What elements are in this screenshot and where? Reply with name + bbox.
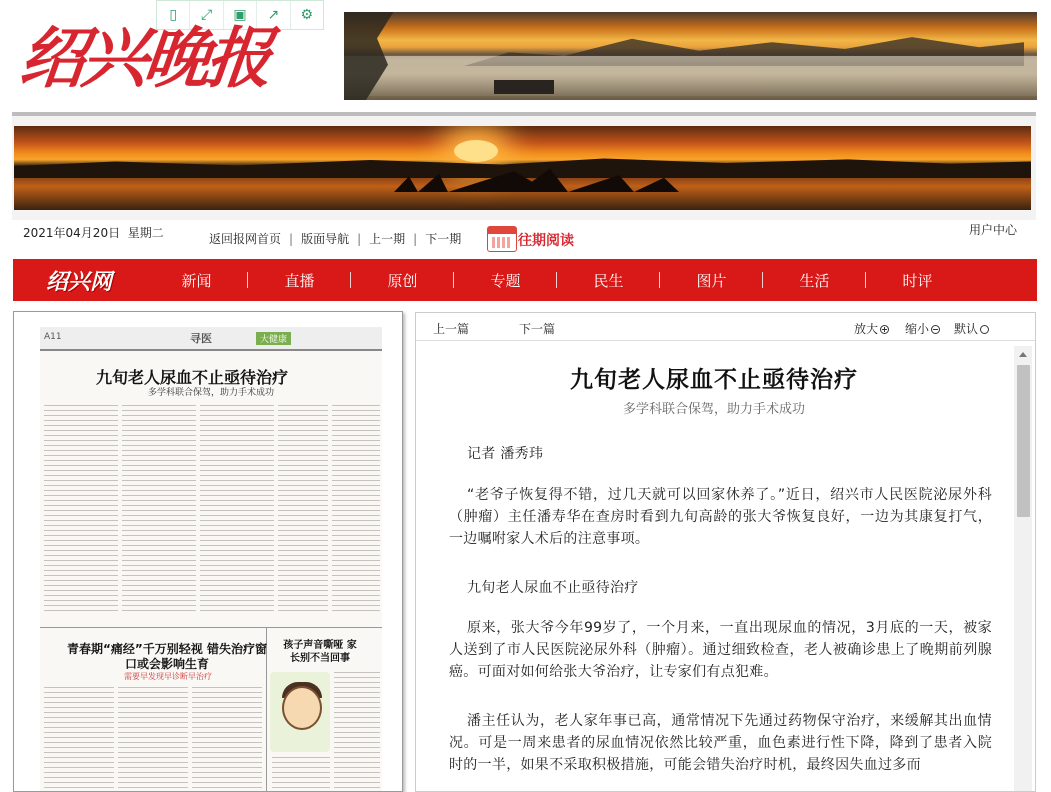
header-banner-image	[344, 12, 1037, 100]
thumb-page-number: A11	[44, 332, 62, 342]
nav-item-photos[interactable]: 图片	[660, 270, 763, 291]
default-size-label: 默认	[954, 322, 979, 336]
mobile-icon[interactable]: ▯	[157, 1, 190, 29]
article-toolbar	[416, 313, 1035, 341]
thumb-text-column	[122, 405, 196, 615]
sunset-banner-image	[14, 126, 1031, 210]
next-article-link[interactable]: 下一篇	[519, 322, 556, 336]
home-link[interactable]: 返回报网首页	[209, 232, 282, 246]
nav-separator: |	[289, 231, 294, 246]
date-value: 2021年04月20日	[23, 226, 121, 240]
nav-item-original[interactable]: 原创	[351, 270, 454, 291]
weekday-value: 星期二	[127, 226, 164, 240]
thumb-section: 寻医	[190, 332, 212, 345]
share-icon[interactable]: ↗	[257, 1, 290, 29]
prev-article-link[interactable]: 上一篇	[433, 322, 470, 336]
default-size-button[interactable]	[954, 320, 989, 337]
thumb-text-column	[118, 687, 188, 792]
thumb-subhead-1: 多学科联合保驾，助力手术成功	[148, 388, 275, 398]
circle-icon	[980, 325, 989, 334]
thumb-headline-2[interactable]: 青春期“痛经”千万别轻视 错失治疗窗口或会影响生育	[67, 642, 267, 671]
article-panel	[415, 312, 1036, 792]
nav-separator: |	[413, 231, 418, 246]
thumb-section-tag: 大健康	[256, 332, 291, 345]
minus-circle-icon	[931, 325, 940, 334]
thumb-text-column	[332, 405, 380, 615]
page-nav-link[interactable]: 版面导航	[301, 232, 350, 246]
nav-separator: |	[357, 231, 362, 246]
article-paragraph: 潘主任认为，老人家年事已高，通常情况下先通过药物保守治疗，来缓解其出血情况。可是一周来患者的尿血情况依然比较严重，血色素进行性下降，降到了患者入院时的一半，如果不采取积极措施，可能会错失治疗时机，最终因失血过多而	[449, 713, 992, 773]
plus-circle-icon	[880, 325, 889, 334]
article-subtitle: 多学科联合保驾，助力手术成功	[622, 402, 805, 417]
zoom-in-button[interactable]	[854, 320, 889, 337]
scroll-up-icon[interactable]	[1019, 352, 1027, 357]
page-thumbnail-panel	[13, 311, 403, 792]
zoom-out-button[interactable]	[905, 320, 940, 337]
site-logo[interactable]: 绍兴网	[45, 269, 112, 295]
thumb-text-column	[192, 687, 262, 792]
thumb-headline-1[interactable]: 九旬老人尿血不止亟待治疗	[96, 368, 289, 387]
thumb-text-column	[200, 405, 274, 615]
newspaper-logo[interactable]: 绍兴晚报	[15, 19, 273, 97]
save-icon[interactable]: ▣	[224, 1, 257, 29]
thumb-text-column	[334, 672, 380, 792]
thumb-text-column	[272, 757, 330, 792]
nav-item-commentary[interactable]: 时评	[902, 271, 933, 290]
article-body	[416, 341, 1012, 791]
issue-date	[23, 224, 164, 241]
calendar-icon[interactable]	[487, 226, 517, 252]
thumb-text-column	[44, 405, 118, 615]
article-paragraph: “老爷子恢复得不错，过几天就可以回家休养了。”近日，绍兴市人民医院泌尿外科（肿瘤）主任潘寿华在查房时看到九旬高龄的张大爷恢复良好，一边为其康复打气，一边嘱咐家人术后的注意事项。	[449, 487, 992, 547]
fullscreen-icon[interactable]: ⤢	[190, 1, 223, 29]
scroll-thumb[interactable]	[1017, 365, 1030, 517]
issue-nav	[209, 230, 461, 247]
article-title: 九旬老人尿血不止亟待治疗	[570, 367, 858, 393]
thumb-text-column	[44, 687, 114, 792]
nav-item-topics[interactable]: 专题	[454, 270, 557, 291]
child-illustration	[270, 672, 330, 752]
nav-item-news[interactable]: 新闻	[145, 270, 248, 291]
nav-item-livelihood[interactable]: 民生	[557, 270, 660, 291]
thumb-divider	[40, 627, 382, 628]
site-nav-bar	[13, 259, 1037, 301]
settings-icon[interactable]: ⚙	[300, 7, 314, 23]
page-thumbnail[interactable]	[40, 327, 382, 792]
article-subheading: 九旬老人尿血不止亟待治疗	[467, 580, 639, 596]
user-center-link[interactable]: 用户中心	[969, 223, 1018, 237]
next-issue-link[interactable]: 下一期	[425, 232, 462, 246]
thumb-text-column	[278, 405, 328, 615]
thumb-headline-3[interactable]: 孩子声音嘶哑 家长别不当回事	[283, 640, 357, 664]
article-paragraph: 原来，张大爷今年99岁了，一个月来，一直出现尿血的情况，3月底的一天，被家人送到了市人民医院泌尿外科（肿瘤）。通过细致检查，老人被确诊患上了晚期前列腺癌。可面对如何给张大爷治疗，让专家们有点犯难。	[449, 620, 992, 680]
thumb-header	[40, 327, 382, 351]
prev-issue-link[interactable]: 上一期	[369, 232, 406, 246]
article-scrollbar[interactable]	[1014, 346, 1032, 791]
zoom-in-label: 放大	[854, 322, 879, 336]
article-byline: 记者 潘秀玮	[467, 446, 544, 462]
zoom-out-label: 缩小	[905, 322, 930, 336]
nav-item-live[interactable]: 直播	[248, 270, 351, 291]
nav-item-life[interactable]: 生活	[763, 270, 866, 291]
thumb-subhead-2: 需要早发现早诊断早治疗	[124, 672, 212, 681]
archive-link[interactable]: 往期阅读	[518, 233, 574, 249]
